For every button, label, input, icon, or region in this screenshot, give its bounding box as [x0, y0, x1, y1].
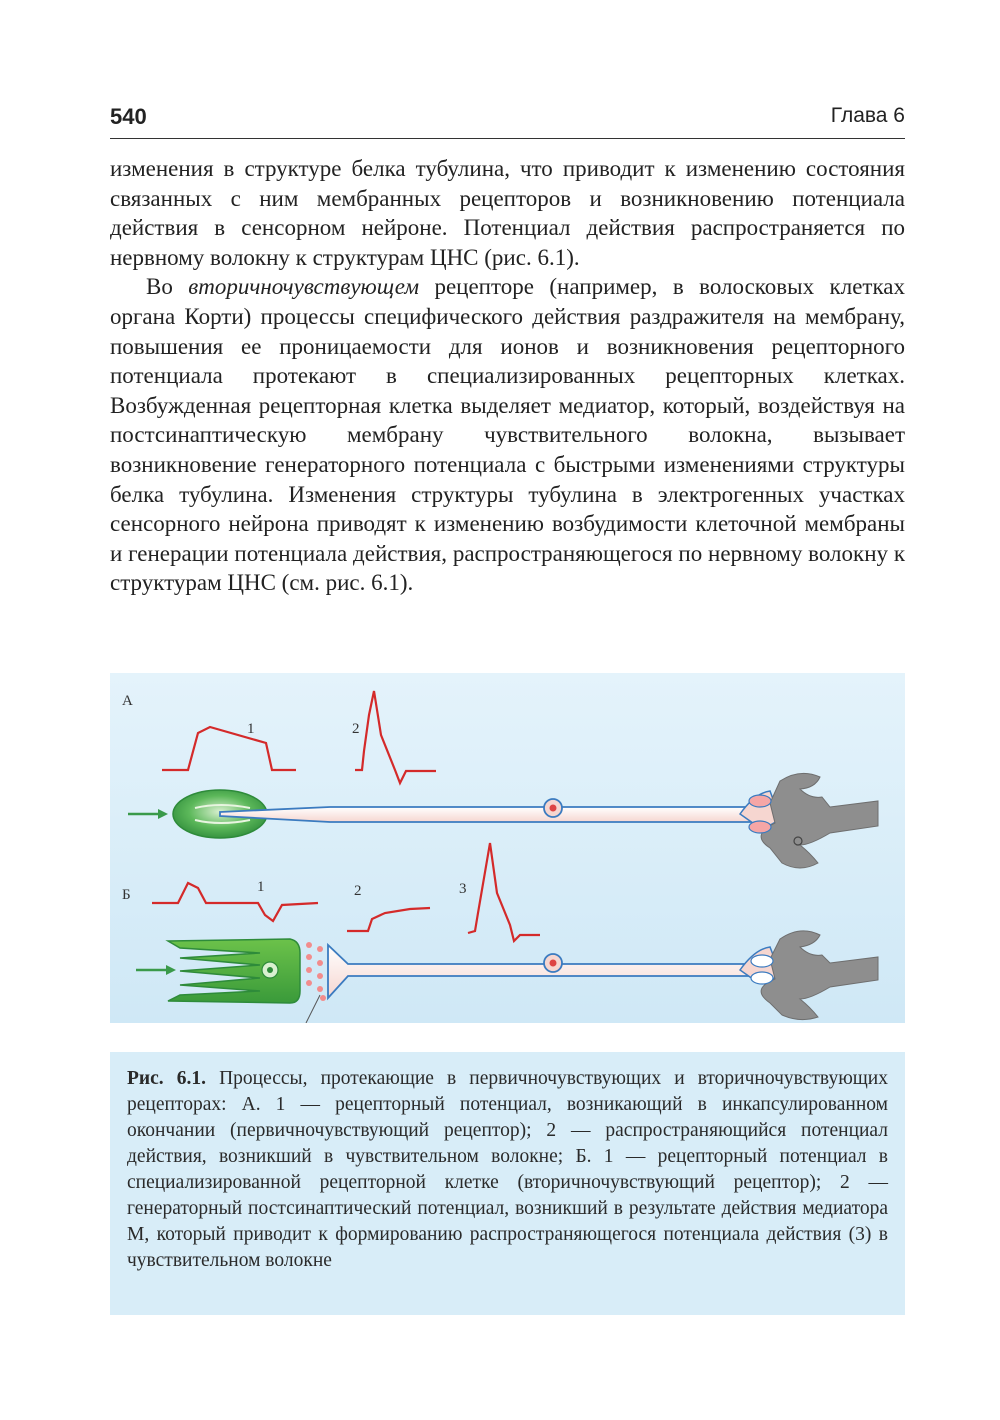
italic-term: вторичночувствующем	[188, 274, 420, 300]
panel-b-label: Б	[122, 887, 131, 903]
page-header	[110, 104, 905, 139]
a-trace-1-label: 1	[247, 721, 255, 737]
paragraph-2-rest: рецепторе (например, в волосковых клетках органа Корти) процессы специфического действия раздражителя на мембрану, повышения ее проницаемости для ионов и возникновения рецепторного потенциала протекают в специализированных рецепторных клетках. Возбужденная рецепторная клетка выделяет медиатор, который, воздействуя на постсинаптическую мембрану чувствительного волокна, вызывает возникновение генераторного потенциала с быстрыми изменениями структуры белка тубулина. Изменения структуры тубулина в электрогенных участках сенсорного нейрона приводят к изменению возбудимости клеточной мембраны и генерации потенциала действия, распространяющегося по нервному волокну к структурам ЦНС (см. рис. 6.1).	[110, 274, 906, 596]
a-trace-2-label: 2	[352, 721, 360, 737]
a-synaptic-terminal	[740, 773, 878, 868]
b-trace-3-label: 3	[459, 881, 467, 897]
b-synaptic-terminal	[740, 931, 878, 1020]
body-text	[110, 154, 905, 598]
b-mediator-vesicles	[306, 942, 326, 1023]
b-action-potential-trace	[468, 843, 540, 941]
page-number: 540	[110, 104, 147, 129]
panel-a-label: А	[122, 693, 133, 709]
b-trace-2-label: 2	[354, 883, 362, 899]
b-receptor-cell	[168, 939, 300, 1003]
paragraph-2	[110, 272, 905, 598]
caption-label: Рис. 6.1.	[127, 1068, 206, 1089]
caption-body: Процессы, протекающие в первичночувствующих и вторичночувствующих рецепторах: А. 1 — рецепторный потенциал, возникающий в инкапсулированном окончании (первичночувствующий рецептор); 2 — распространяющийся потенциал действия, возникший в чувствительном волокне; Б. 1 — рецепторный потенциал в специализированной рецепторной клетке (вторичночувствующий рецептор); 2 — генераторный постсинаптический потенциал, возникший в результате действия медиатора М, который приводит к формированию распространяющегося потенциала действия (3) в чувствительном волокне	[127, 1068, 888, 1271]
b-receptor-potential-trace	[152, 883, 318, 921]
chapter-title: Глава 6	[830, 104, 905, 127]
figure-caption	[110, 1052, 905, 1315]
a-nerve-fiber	[220, 799, 755, 822]
paragraph-1: изменения в структуре белка тубулина, что приводит к изменению состояния связанных с ним мембранных рецепторов и возникновению потенциала действия в сенсорном нейроне. Потенциал действия распространяется по нервному волокну к структурам ЦНС (рис. 6.1).	[110, 156, 905, 270]
b-generator-potential-trace	[347, 908, 430, 931]
a-receptor-potential-trace	[162, 727, 296, 770]
figure-receptors	[110, 673, 905, 1023]
b-trace-1-label: 1	[257, 879, 265, 895]
caption-text	[127, 1066, 888, 1274]
b-stimulus-arrow	[136, 965, 176, 975]
figure-diagram	[110, 673, 905, 1023]
a-action-potential-trace	[355, 691, 436, 783]
a-stimulus-arrow	[128, 809, 168, 819]
b-nerve-fiber	[328, 945, 755, 998]
paragraph-2-start: Во	[146, 274, 189, 300]
